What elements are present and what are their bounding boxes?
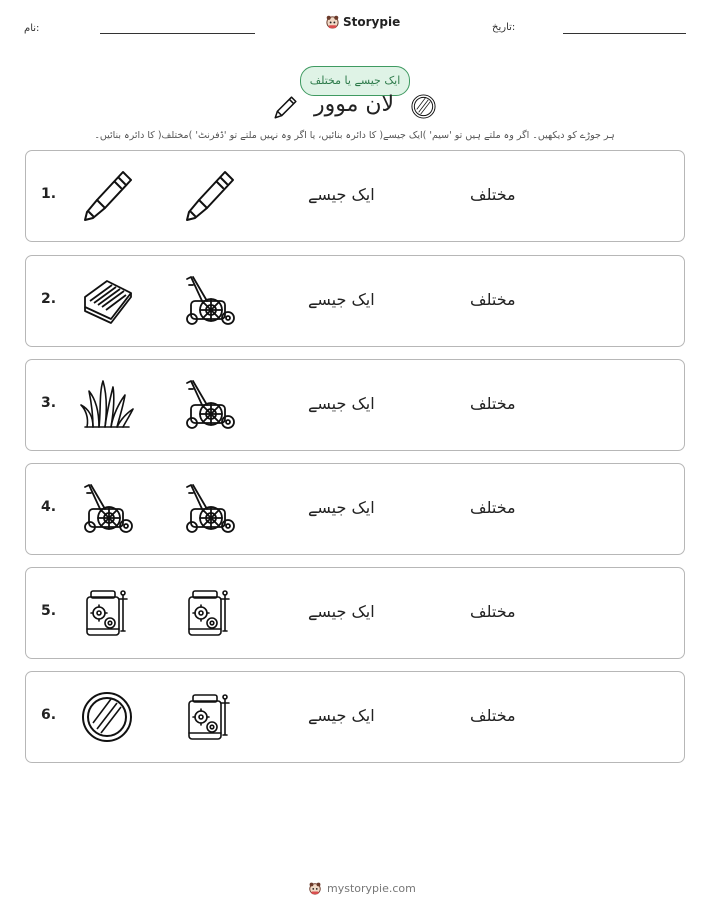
row-number: 5. (41, 603, 57, 619)
question-row-2 (25, 255, 685, 347)
round-mirror-icon (410, 93, 437, 120)
different-option[interactable]: مختلف (470, 290, 516, 309)
footer-site[interactable]: mystorypie.com (327, 881, 416, 895)
round-mirror-icon (79, 689, 135, 745)
row-number: 3. (41, 395, 57, 411)
storypie-mascot-icon (308, 881, 322, 895)
brand-name: Storypie (343, 14, 401, 29)
page-title: لان موور (314, 92, 395, 117)
engine-icon (181, 689, 237, 745)
lawn-mower-icon (181, 481, 237, 537)
lawn-mower-icon (181, 377, 237, 433)
row-number: 6. (41, 707, 57, 723)
footer (308, 881, 416, 895)
different-option[interactable]: مختلف (470, 602, 516, 621)
date-line (563, 33, 686, 34)
different-option[interactable]: مختلف (470, 185, 516, 204)
question-row-5 (25, 567, 685, 659)
same-option[interactable]: ایک جیسے (308, 706, 375, 725)
brand-logo (325, 14, 400, 29)
folded-cloth-icon (79, 273, 135, 329)
lawn-mower-icon (181, 273, 237, 329)
pencil-icon (272, 95, 298, 121)
knife-icon (181, 168, 237, 224)
date-label: تاریخ: (492, 22, 516, 33)
instructions: ہر جوڑے کو دیکھیں۔ اگر وہ ملتے ہیں تو 'سیم' )ایک جیسے( کا دائرہ بنائیں، یا اگر وہ نہیں ملتے تو 'ڈفرنٹ' )مختلف( کا دائرہ بنائیں۔ (94, 130, 615, 141)
knife-icon (79, 168, 135, 224)
engine-icon (79, 585, 135, 641)
question-row-1 (25, 150, 685, 242)
storypie-mascot-icon (325, 14, 340, 29)
name-line (100, 33, 255, 34)
grass-icon (79, 377, 135, 433)
same-option[interactable]: ایک جیسے (308, 394, 375, 413)
same-option[interactable]: ایک جیسے (308, 498, 375, 517)
different-option[interactable]: مختلف (470, 394, 516, 413)
same-option[interactable]: ایک جیسے (308, 185, 375, 204)
question-row-3 (25, 359, 685, 451)
row-number: 2. (41, 291, 57, 307)
name-label: نام: (24, 23, 40, 34)
question-row-4 (25, 463, 685, 555)
same-option[interactable]: ایک جیسے (308, 290, 375, 309)
question-row-6 (25, 671, 685, 763)
engine-icon (181, 585, 237, 641)
row-number: 1. (41, 186, 57, 202)
different-option[interactable]: مختلف (470, 498, 516, 517)
row-number: 4. (41, 499, 57, 515)
title-block (272, 92, 442, 122)
same-option[interactable]: ایک جیسے (308, 602, 375, 621)
title-badge: ایک جیسے یا مختلف (300, 66, 410, 96)
different-option[interactable]: مختلف (470, 706, 516, 725)
lawn-mower-icon (79, 481, 135, 537)
